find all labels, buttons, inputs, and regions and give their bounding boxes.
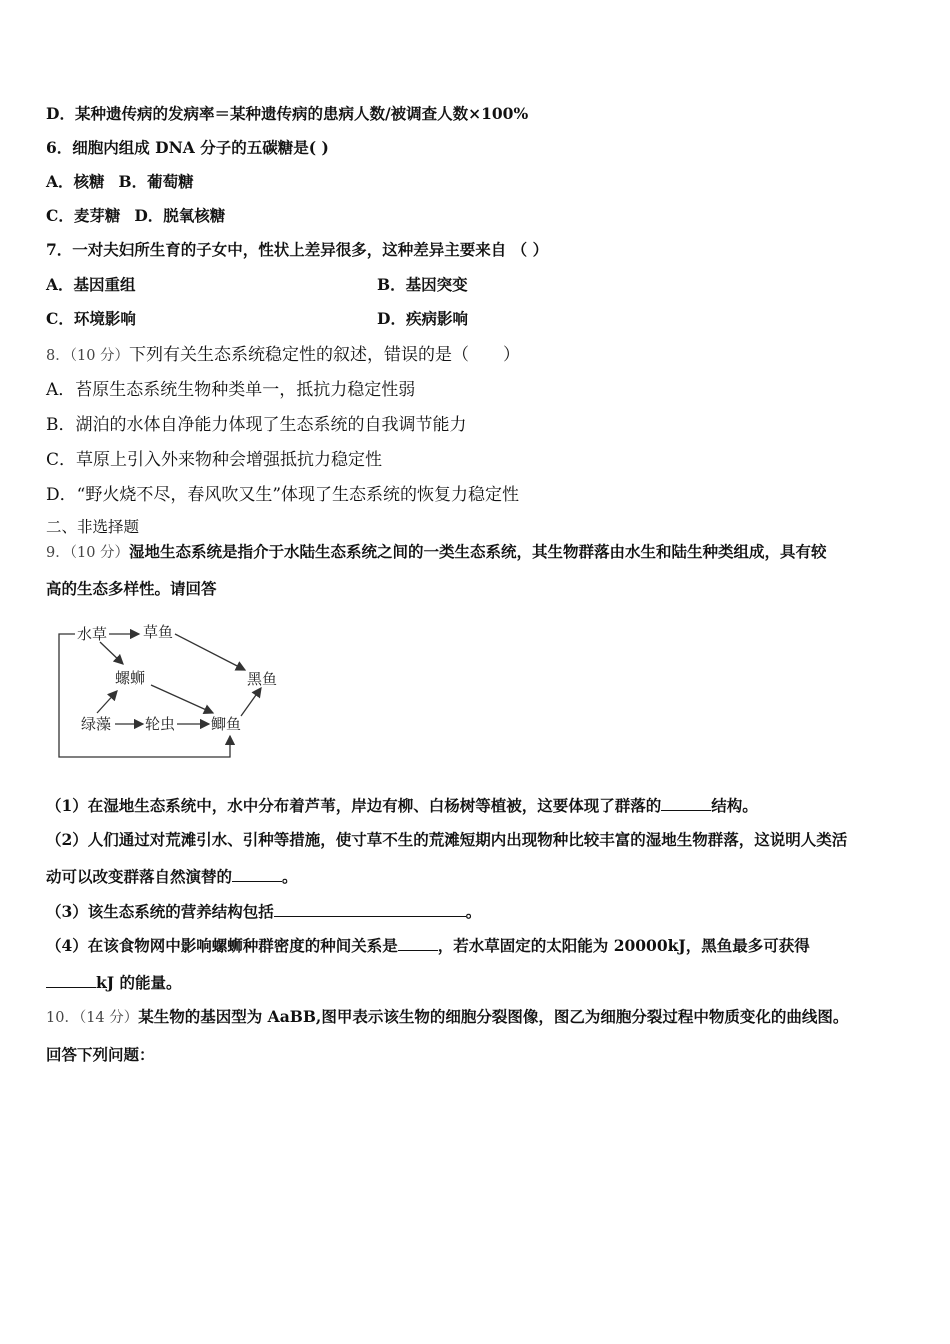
q7-option-d: D．疾病影响	[377, 309, 468, 328]
answer-blank[interactable]	[398, 936, 438, 951]
q9-part2-line1: （2）人们通过对荒滩引水、引种等措施，使寸草不生的荒滩短期内出现物种比较丰富的湿地生物群落，这说明人类活	[46, 830, 848, 849]
node-jiyu: 鲫鱼	[211, 715, 242, 733]
q9-part4-line2: kJ 的能量。	[46, 971, 181, 993]
node-shuicao: 水草	[77, 625, 108, 643]
q6-option-c: C．麦芽糖	[46, 206, 121, 225]
q6-option-b: B．葡萄糖	[118, 172, 194, 191]
q8-stem: 8．（10 分）下列有关生态系统稳定性的叙述，错误的是（ ）	[46, 345, 521, 365]
q7-option-b: B．基因突变	[377, 275, 468, 294]
q8-option-a: A．苔原生态系统生物种类单一，抵抗力稳定性弱	[46, 380, 416, 400]
answer-blank[interactable]	[46, 973, 96, 988]
q10-stem-line2: 回答下列问题：	[46, 1045, 155, 1064]
q6-option-d: D．脱氧核糖	[134, 206, 226, 225]
node-luosi: 螺蛳	[115, 669, 146, 687]
edge-shuicao-luosi	[100, 642, 123, 664]
q10-stem-line1: 10．（14 分）某生物的基因型为 AaBB,图甲表示该生物的细胞分裂图像，图乙为细胞分裂过程中物质变化的曲线图。	[46, 1007, 849, 1026]
edge-lvzao-luosi	[97, 691, 117, 713]
q8-option-d: D．“野火烧不尽，春风吹又生”体现了生态系统的恢复力稳定性	[46, 485, 520, 505]
edge-luosi-jiyu	[151, 685, 213, 713]
edge-caoyu-heiyu	[175, 634, 245, 670]
node-heiyu: 黑鱼	[247, 670, 278, 688]
q7-stem: 7．一对夫妇所生育的子女中，性状上差异很多，这种差异主要来自 （ ）	[46, 240, 549, 259]
answer-blank[interactable]	[232, 867, 282, 882]
node-lvzao: 绿藻	[81, 715, 112, 733]
q6-options-ab	[46, 170, 194, 192]
q9-stem-line2: 高的生态多样性。请回答	[46, 579, 217, 598]
q8-option-b: B．湖泊的水体自净能力体现了生态系统的自我调节能力	[46, 415, 467, 435]
q9-part3: （3）该生态系统的营养结构包括 。	[46, 902, 482, 921]
answer-blank[interactable]	[661, 796, 711, 811]
q9-part4-line1: （4）在该食物网中影响螺蛳种群密度的种间关系是 ，若水草固定的太阳能为 20000kJ，黑鱼最多可获得	[46, 936, 810, 955]
q9-part2-line2: 动可以改变群落自然演替的 。	[46, 867, 298, 886]
q9-stem-line1: 9．（10 分）湿地生态系统是指介于水陆生态系统之间的一类生态系统，其生物群落由水生和陆生种类组成，具有较	[46, 542, 827, 561]
edge-shuicao-jiyu-loop	[59, 634, 230, 757]
food-web-diagram	[55, 620, 295, 760]
section-title: 二、非选择题	[46, 518, 140, 536]
q6-option-a: A．核糖	[46, 172, 105, 191]
q8-option-c: C．草原上引入外来物种会增强抵抗力稳定性	[46, 450, 383, 470]
q6-options-cd	[46, 204, 225, 226]
node-lunchong: 轮虫	[145, 715, 176, 733]
edge-jiyu-heiyu	[241, 688, 261, 716]
node-caoyu: 草鱼	[143, 623, 174, 641]
q7-option-a: A．基因重组	[46, 275, 136, 294]
q5-option-d: D．某种遗传病的发病率＝某种遗传病的患病人数/被调查人数×100%	[46, 104, 529, 123]
answer-blank[interactable]	[274, 902, 466, 917]
q9-part1: （1）在湿地生态系统中，水中分布着芦苇，岸边有柳、白杨树等植被，这要体现了群落的 结构。	[46, 796, 758, 815]
q7-option-c: C．环境影响	[46, 309, 136, 328]
q6-stem: 6．细胞内组成 DNA 分子的五碳糖是( )	[46, 138, 329, 157]
